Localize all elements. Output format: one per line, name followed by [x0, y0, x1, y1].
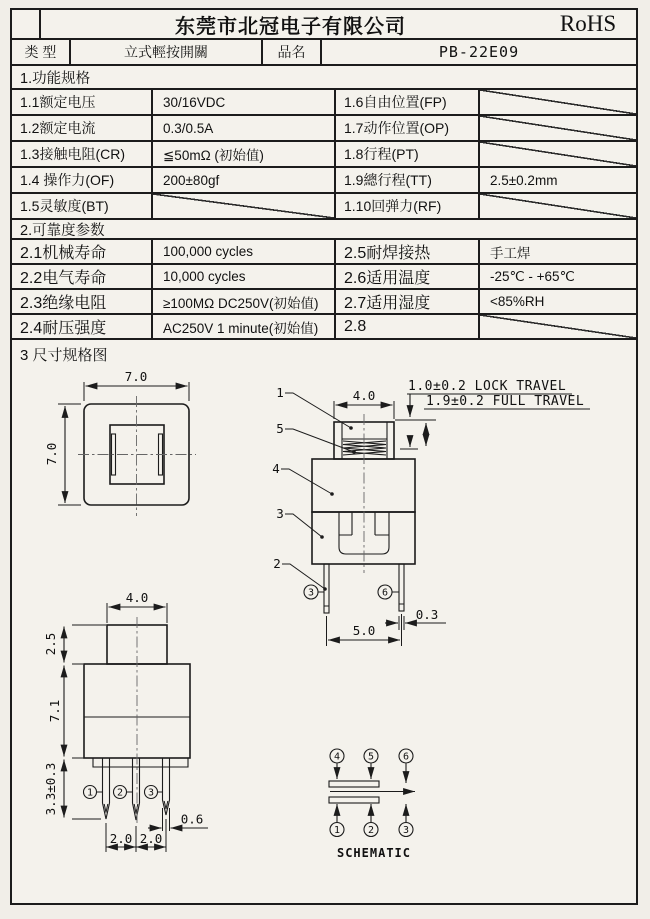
- table-row: [12, 265, 636, 290]
- spec-label: 2.7适用湿度: [336, 290, 480, 313]
- table-row: [12, 116, 636, 142]
- spec-label: 2.6适用温度: [336, 265, 480, 288]
- spec-label: 1.10回弹力(RF): [336, 194, 480, 218]
- section3-title: 3 尺寸规格图: [20, 347, 108, 364]
- spec-label: 2.8: [336, 315, 480, 338]
- pin-number: 4: [333, 751, 341, 763]
- contact-bar-top: [329, 781, 379, 787]
- switch-body-upper: [312, 459, 415, 512]
- contact-bar-bottom: [329, 797, 379, 803]
- spec-label: 1.5灵敏度(BT): [12, 194, 153, 218]
- dim-cap-width: 4.0: [352, 388, 376, 403]
- table-row: [12, 168, 636, 194]
- spec-value: 200±80gf: [153, 168, 336, 192]
- base-step: [93, 758, 188, 767]
- section2-title: 2.可靠度参数: [12, 220, 636, 240]
- lock-travel-note: 1.0±0.2 LOCK TRAVEL: [408, 379, 567, 394]
- table-row: [12, 142, 636, 168]
- dim-pin-width: 0.6: [180, 811, 204, 827]
- dim-pin-length: 3.3±0.3: [43, 762, 58, 816]
- spec-label: 2.4耐压强度: [12, 315, 153, 338]
- spec-label: 2.3绝缘电阻: [12, 290, 153, 313]
- schematic-title: SCHEMATIC: [336, 846, 412, 860]
- title-row: [12, 10, 636, 40]
- pin-number: 6: [381, 587, 389, 599]
- table-row: [12, 290, 636, 315]
- company-name: 东莞市北冠电子有限公司: [175, 15, 406, 38]
- callout-label: 4: [272, 461, 280, 476]
- spec-label: 1.1额定电压: [12, 90, 153, 114]
- spec-label: 1.8行程(PT): [336, 142, 480, 166]
- spec-label: 1.9總行程(TT): [336, 168, 480, 192]
- spec-value: -25℃ - +65℃: [490, 268, 575, 284]
- spec-label: 1.2额定电流: [12, 116, 153, 140]
- pin-number: 6: [402, 751, 410, 763]
- dim-pitch-left: 2.0: [109, 831, 133, 846]
- pin-number: 1: [86, 787, 94, 799]
- spec-label: 1.4 操作力(OF): [12, 168, 153, 192]
- callout-label: 3: [276, 506, 284, 521]
- callout-label: 5: [276, 421, 284, 436]
- callout-label: 1: [276, 385, 284, 400]
- spec-value: ≥100MΩ DC250V(初始值): [153, 290, 336, 313]
- spec-value-blank: [480, 142, 636, 166]
- dim-pitch-right: 2.0: [139, 831, 163, 846]
- pin-number: 2: [116, 787, 124, 799]
- spec-value: 0.3/0.5A: [153, 116, 336, 140]
- spec-value: 100,000 cycles: [153, 240, 336, 263]
- spec-value: 2.5±0.2mm: [490, 172, 558, 188]
- product-name-label: 品名: [263, 40, 322, 64]
- type-value: 立式輕按開關: [71, 40, 263, 64]
- product-name-value: PB-22E09: [438, 43, 520, 61]
- dim-body-height: 7.1: [47, 699, 62, 723]
- type-row: [12, 40, 636, 66]
- spec-label: 2.2电气寿命: [12, 265, 153, 288]
- spec-label: 2.5耐焊接热: [336, 240, 480, 263]
- spec-value: AC250V 1 minute(初始值): [153, 315, 336, 338]
- pin-number: 3: [402, 825, 410, 836]
- schematic: [329, 749, 415, 860]
- top-view: [44, 369, 196, 516]
- pin-number: 3: [147, 787, 155, 799]
- spec-value: 30/16VDC: [153, 90, 336, 114]
- dim-cap-height: 2.5: [43, 632, 58, 656]
- dimension-drawing: [12, 340, 636, 903]
- spec-value-blank: [480, 116, 636, 140]
- dim-cap-width: 4.0: [125, 590, 149, 605]
- spec-label: 1.7动作位置(OP): [336, 116, 480, 140]
- section1-title: 1.功能规格: [12, 66, 636, 90]
- spec-value-blank: [153, 194, 336, 218]
- spec-label: 1.3接触电阻(CR): [12, 142, 153, 166]
- callout-label: 2: [273, 556, 281, 571]
- table-row: [12, 90, 636, 116]
- table-row: [12, 240, 636, 265]
- front-view: [43, 590, 208, 852]
- dim-pin-span: 5.0: [352, 623, 376, 638]
- full-travel-note: 1.9±0.2 FULL TRAVEL: [426, 394, 585, 409]
- spec-label: 2.1机械寿命: [12, 240, 153, 263]
- pin-number: 1: [333, 825, 341, 836]
- type-label: 类 型: [12, 40, 71, 64]
- rohs-mark: RoHS: [559, 11, 617, 36]
- pin-number: 3: [307, 587, 315, 599]
- spec-value: ≦50mΩ (初始值): [153, 142, 336, 166]
- document-frame: [10, 8, 638, 905]
- pin-number: 2: [367, 825, 375, 836]
- dim-top-width: 7.0: [124, 369, 148, 384]
- dim-top-height: 7.0: [44, 442, 59, 466]
- spec-label: 1.6自由位置(FP): [336, 90, 480, 114]
- spec-value-blank: [480, 90, 636, 114]
- dimension-drawing-area: [12, 340, 636, 903]
- table-row: [12, 194, 636, 220]
- spring: [343, 441, 386, 455]
- spec-value: 10,000 cycles: [153, 265, 336, 288]
- spec-value-blank: [480, 315, 636, 338]
- switch-body-lower: [312, 512, 415, 564]
- dim-pin-width: 0.3: [415, 607, 439, 622]
- title-corner-cell: [12, 10, 41, 38]
- spec-value: <85%RH: [490, 294, 545, 309]
- side-view: [272, 379, 590, 646]
- table-row: [12, 315, 636, 340]
- center-lines: [78, 396, 196, 516]
- pin-number: 5: [367, 751, 375, 763]
- spec-value-blank: [480, 194, 636, 218]
- spec-value: 手工焊: [490, 245, 531, 261]
